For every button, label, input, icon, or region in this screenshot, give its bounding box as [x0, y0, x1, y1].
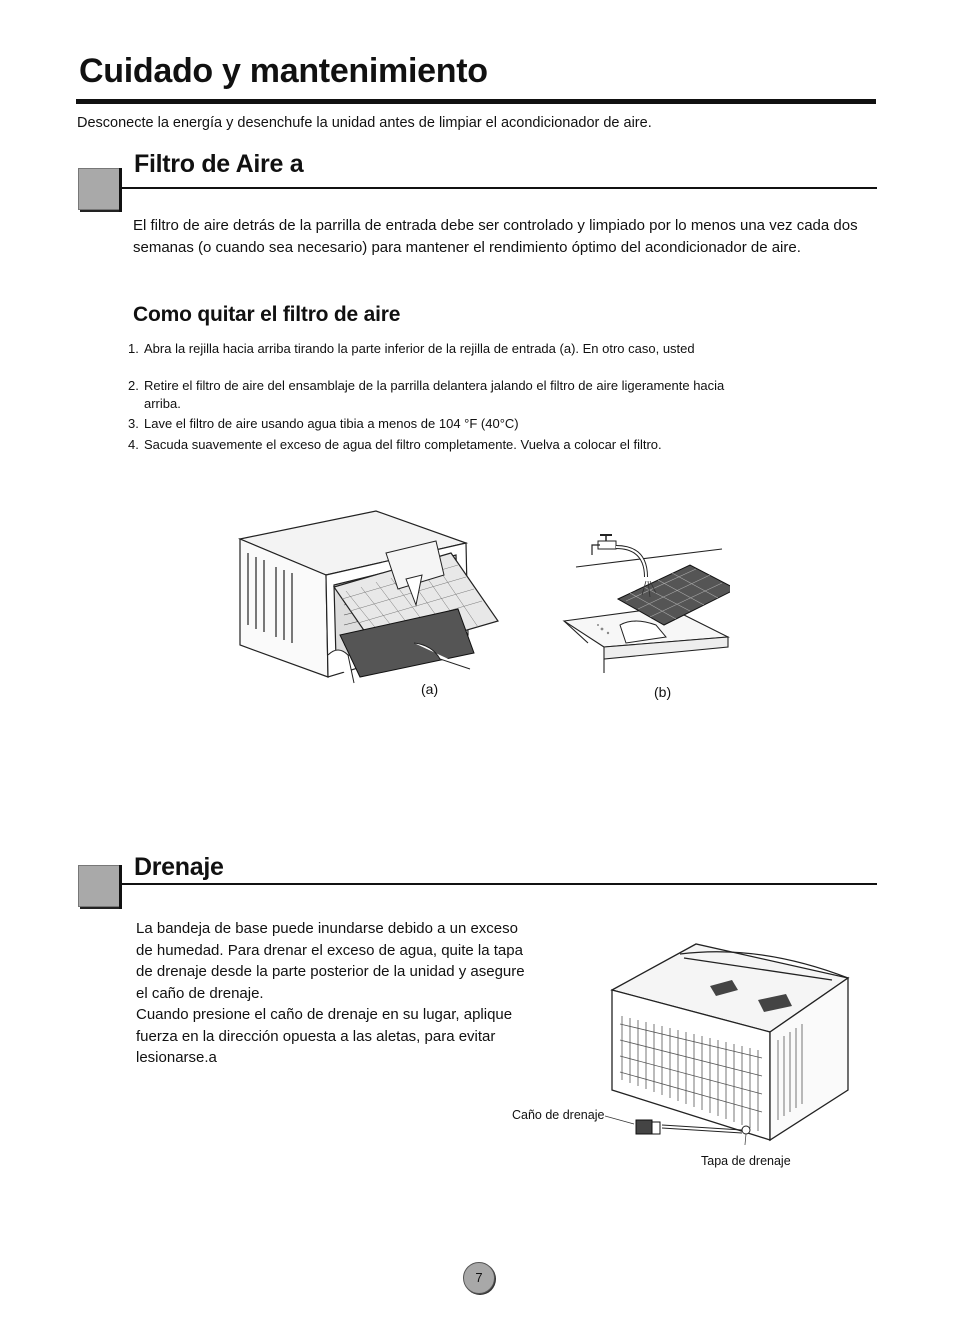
section-title-drain: Drenaje: [134, 853, 224, 881]
page-title: Cuidado y mantenimiento: [79, 52, 488, 90]
step-item: 3. Lave el filtro de aire usando agua tibia a menos de 104 °F (40°C): [128, 416, 519, 431]
page-number: 7: [463, 1262, 495, 1294]
section-marker-drain: [78, 865, 120, 907]
drain-line: fuerza en la dirección opuesta a las aletas, para evitar: [136, 1027, 496, 1045]
intro-text: Desconecte la energía y desenchufe la unidad antes de limpiar el acondicionador de aire.: [77, 115, 652, 131]
section-bar-filter: [119, 168, 122, 212]
callout-drain-spout: Caño de drenaje: [512, 1108, 605, 1122]
drain-line: de drenaje desde la parte posterior de la unidad y asegure: [136, 963, 525, 980]
filter-paragraph: El filtro de aire detrás de la parrilla de entrada debe ser controlado y limpiado por lo menos una vez cada dos semanas (o cuando sea necesario) para mantener el rendimiento óptimo del acondicionador de aire.: [133, 217, 858, 256]
figure-remove-filter: [236, 505, 506, 685]
section-rule-drain: [119, 883, 877, 885]
drain-line: de humedad. Para drenar el exceso de agua, quite la tapa: [136, 941, 523, 959]
figure-b-label: (b): [654, 684, 672, 700]
callout-drain-cap: Tapa de drenaje: [701, 1154, 791, 1168]
section-rule-filter: [119, 187, 877, 189]
drain-line: lesionarse.a: [136, 1049, 217, 1066]
drain-paragraph: [136, 918, 576, 1069]
section-title-filter: Filtro de Aire a: [134, 150, 304, 178]
remove-filter-subtitle: Como quitar el filtro de aire: [133, 303, 401, 326]
figure-drain-unit: [600, 940, 860, 1145]
steps-list: [128, 340, 828, 454]
title-rule: [76, 99, 876, 104]
drain-line: Cuando presione el caño de drenaje en su lugar, aplique: [136, 1006, 513, 1023]
step-item: 2. Retire el filtro de aire del ensamblaje de la parrilla delantera jalando el filtro de aire ligeramente hacia arriba.: [128, 378, 725, 411]
section-bar-drain: [119, 865, 122, 909]
figure-wash-filter: [560, 525, 730, 675]
section-marker-filter: [78, 168, 120, 210]
figure-a-label: (a): [421, 681, 439, 697]
step-item: 4. Sacuda suavemente el exceso de agua del filtro completamente. Vuelva a colocar el filtro.: [128, 437, 662, 452]
step-item: 1. Abra la rejilla hacia arriba tirando la parte inferior de la rejilla de entrada (a). En otro caso, usted: [128, 341, 695, 356]
drain-line: La bandeja de base puede inundarse debido a un exceso: [136, 920, 518, 937]
drain-line: el caño de drenaje.: [136, 984, 264, 1002]
